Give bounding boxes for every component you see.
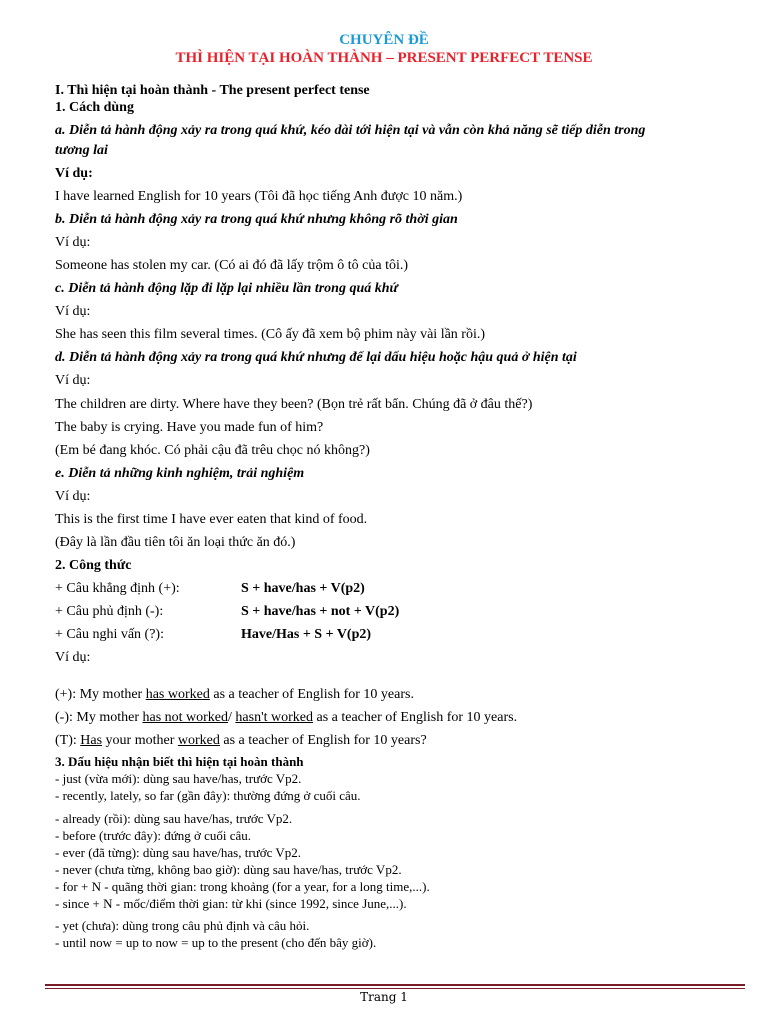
example-text: as a teacher of English for 10 years. — [209, 687, 414, 702]
example-label: Ví dụ: — [55, 166, 93, 181]
page-number: Trang 1 — [360, 990, 408, 1004]
example-verb: hasn't worked — [235, 710, 313, 725]
usage-e-title: e. Diễn tả những kinh nghiệm, trải nghiệm — [55, 466, 305, 481]
example-label: Ví dụ: — [55, 650, 91, 665]
document-title: THÌ HIỆN TẠI HOÀN THÀNH – PRESENT PERFECT TENSE — [175, 50, 593, 66]
formula-value: Have/Has + S + V(p2) — [241, 627, 372, 642]
example-label: Ví dụ: — [55, 235, 91, 250]
example-sentence: (Đây là lần đầu tiên tôi ăn loại thức ăn đó.) — [55, 535, 296, 550]
example-verb: Has — [80, 733, 103, 748]
example-text: as a teacher of English for 10 years. — [312, 710, 518, 725]
signal-item: - since + N - mốc/điểm thời gian: từ khi (since 1992, since June,...). — [55, 896, 407, 911]
formula-row — [55, 580, 555, 597]
signal-item: - just (vừa mới): dùng sau have/has, trước Vp2. — [55, 771, 302, 786]
usage-d-title: d. Diễn tả hành động xảy ra trong quá khứ nhưng để lại dấu hiệu hoặc hậu quả ở hiện tại — [55, 350, 577, 365]
example-sentence: The children are dirty. Where have they been? (Bọn trẻ rất bẩn. Chúng đã ở đâu thế?) — [55, 397, 533, 412]
signal-item: - yet (chưa): dùng trong câu phủ định và câu hỏi. — [55, 918, 310, 933]
formula-value: S + have/has + not + V(p2) — [241, 604, 400, 619]
example-sentence: (Em bé đang khóc. Có phải cậu đã trêu chọc nó không?) — [55, 443, 370, 458]
example-verb: has not worked — [142, 710, 229, 725]
signal-item: - ever (đã từng): dùng sau have/has, trước Vp2. — [55, 845, 301, 860]
example-text: (-): My mother — [55, 710, 143, 725]
usage-a-title: a. Diễn tả hành động xảy ra trong quá khứ, kéo dài tới hiện tại và vẫn còn khả năng sẽ tiếp diễn trong — [55, 123, 646, 138]
section-heading: I. Thì hiện tại hoàn thành - The present perfect tense — [55, 83, 370, 98]
example-question — [55, 732, 427, 749]
signal-item: - before (trước đây): đứng ở cuối câu. — [55, 828, 252, 843]
example-sentence: This is the first time I have ever eaten that kind of food. — [55, 512, 368, 527]
usage-a-title-cont: tương lai — [55, 143, 108, 158]
usage-b-title: b. Diễn tả hành động xảy ra trong quá khứ nhưng không rõ thời gian — [55, 212, 458, 227]
signal-item: - already (rồi): dùng sau have/has, trước Vp2. — [55, 811, 293, 826]
footer-divider — [45, 988, 745, 989]
example-sentence: Someone has stolen my car. (Có ai đó đã lấy trộm ô tô của tôi.) — [55, 258, 409, 273]
formula-row — [55, 603, 555, 620]
signal-item: - recently, lately, so far (gần đây): thường đứng ở cuối câu. — [55, 788, 361, 803]
signal-item: - never (chưa từng, không bao giờ): dùng sau have/has, trước Vp2. — [55, 862, 402, 877]
example-label: Ví dụ: — [55, 304, 91, 319]
example-verb: worked — [177, 733, 220, 748]
example-text: your mother — [102, 733, 178, 748]
formula-value: S + have/has + V(p2) — [241, 581, 365, 596]
example-sentence: The baby is crying. Have you made fun of him? — [55, 420, 324, 435]
signal-item: - until now = up to now = up to the present (cho đến bây giờ). — [55, 935, 377, 950]
example-text: (T): — [55, 733, 81, 748]
example-negative — [55, 709, 517, 726]
example-text: (+): My mother — [55, 687, 146, 702]
subsection-heading: 1. Cách dùng — [55, 100, 134, 115]
example-sentence: She has seen this film several times. (Cô ấy đã xem bộ phim này vài lần rồi.) — [55, 327, 486, 342]
example-verb: has worked — [145, 687, 210, 702]
footer-divider — [45, 984, 745, 986]
example-label: Ví dụ: — [55, 373, 91, 388]
formula-label: + Câu phủ định (-): — [55, 604, 164, 619]
topic-heading: CHUYÊN ĐỀ — [339, 32, 429, 48]
example-label: Ví dụ: — [55, 489, 91, 504]
example-text: as a teacher of English for 10 years? — [219, 733, 427, 748]
usage-c-title: c. Diễn tả hành động lặp đi lặp lại nhiều lần trong quá khứ — [55, 281, 398, 296]
example-text: / — [228, 710, 236, 725]
signal-item: - for + N - quãng thời gian: trong khoảng (for a year, for a long time,...). — [55, 879, 430, 894]
example-sentence: I have learned English for 10 years (Tôi đã học tiếng Anh được 10 năm.) — [55, 189, 463, 204]
formula-label: + Câu nghi vấn (?): — [55, 627, 164, 642]
formula-heading: 2. Công thức — [55, 558, 132, 573]
example-positive — [55, 686, 414, 703]
formula-label: + Câu khẳng định (+): — [55, 581, 180, 596]
formula-row — [55, 626, 555, 643]
signals-heading: 3. Dấu hiệu nhận biết thì hiện tại hoàn thành — [55, 754, 304, 769]
